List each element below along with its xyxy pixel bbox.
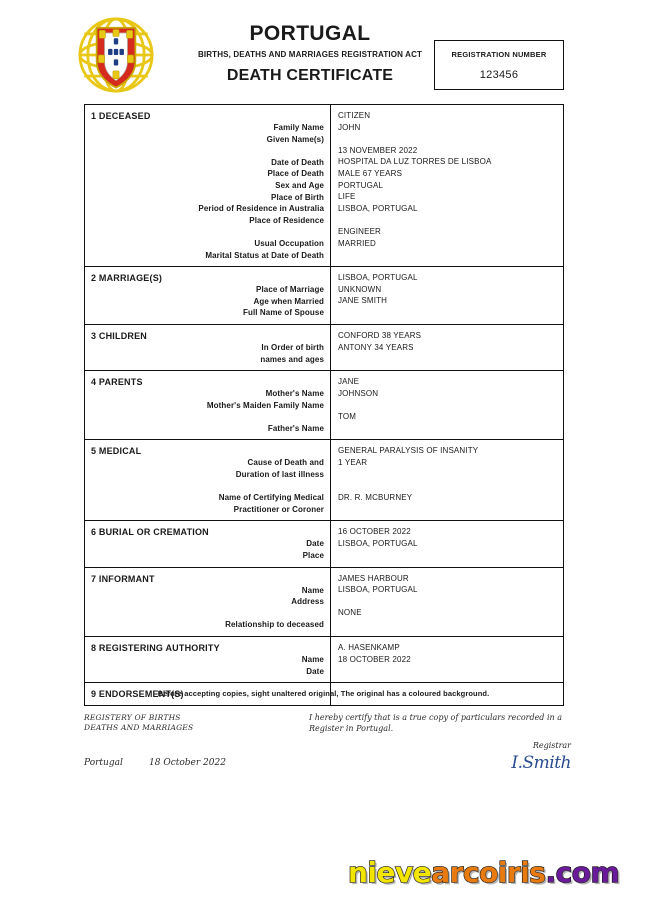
section-value-cell bbox=[331, 324, 564, 370]
certificate-section-row bbox=[85, 567, 564, 636]
section-title: 7 INFORMANT bbox=[91, 573, 155, 584]
section-value-cell bbox=[331, 567, 564, 636]
field-label: Mother's Maiden Family Name bbox=[206, 400, 324, 410]
registration-number-box bbox=[434, 40, 564, 90]
field-value: MALE 67 YEARS bbox=[338, 168, 403, 178]
field-value: JANE bbox=[338, 377, 360, 387]
section-label-list bbox=[85, 457, 330, 520]
field-value: JAMES HARBOUR bbox=[338, 573, 409, 583]
certificate-header bbox=[0, 0, 647, 96]
section-title: 1 DECEASED bbox=[91, 111, 151, 121]
field-value bbox=[338, 596, 558, 608]
section-value-list bbox=[331, 568, 563, 624]
certificate-section-row bbox=[85, 105, 564, 267]
footer-warning-note: Before accepting copies, sight unaltered original, The original has a coloured background. bbox=[157, 689, 490, 698]
field-label: Place of Residence bbox=[249, 215, 324, 225]
field-value: LISBOA, PORTUGAL bbox=[338, 273, 418, 283]
registration-number-label: REGISTRATION NUMBER bbox=[451, 50, 547, 59]
field-value: JOHN bbox=[338, 122, 361, 132]
field-value: A. HASENKAMP bbox=[338, 643, 400, 652]
field-value: LISBOA, PORTUGAL bbox=[338, 203, 418, 213]
field-label: Date bbox=[306, 666, 324, 676]
act-subtitle: BIRTHS, DEATHS AND MARRIAGES REGISTRATION ACT bbox=[197, 50, 423, 59]
field-value: ENGINEER bbox=[338, 226, 381, 236]
field-value: LIFE bbox=[338, 192, 356, 202]
field-value: GENERAL PARALYSIS OF INSANITY bbox=[338, 446, 479, 456]
field-label bbox=[91, 608, 324, 620]
certificate-section-row bbox=[85, 637, 564, 683]
section-label-cell bbox=[85, 324, 331, 370]
field-label: Name bbox=[301, 655, 324, 664]
section-value-list bbox=[331, 637, 563, 670]
field-value: 18 OCTOBER 2022 bbox=[338, 654, 411, 664]
section-label-cell bbox=[85, 521, 331, 567]
section-title: 8 REGISTERING AUTHORITY bbox=[91, 643, 220, 653]
field-label: Place of Birth bbox=[271, 192, 324, 202]
section-value-cell bbox=[331, 371, 564, 440]
field-value: LISBOA, PORTUGAL bbox=[338, 585, 418, 595]
field-label bbox=[91, 481, 324, 493]
field-label: Full Name of Spouse bbox=[242, 308, 324, 318]
section-value-list bbox=[331, 521, 563, 554]
field-label: Place of Marriage bbox=[256, 285, 324, 295]
section-value-cell bbox=[331, 267, 564, 325]
registrar-label: Registrar bbox=[532, 741, 571, 750]
field-value: JANE SMITH bbox=[338, 296, 388, 306]
field-label: Date of Death bbox=[271, 157, 324, 167]
field-label: Cause of Death and bbox=[247, 458, 324, 468]
field-label bbox=[91, 226, 324, 238]
field-label: Place of Death bbox=[267, 169, 324, 179]
section-title: 3 CHILDREN bbox=[91, 330, 148, 341]
registry-line-2: DEATHS AND MARRIAGES bbox=[84, 723, 194, 732]
country-title: PORTUGAL bbox=[249, 22, 371, 45]
section-value-cell bbox=[331, 440, 564, 521]
field-label: In Order of birth bbox=[261, 342, 324, 352]
section-label-list bbox=[85, 700, 330, 705]
field-label: Father's Name bbox=[267, 423, 324, 433]
section-label-list bbox=[85, 342, 330, 370]
field-label bbox=[91, 145, 324, 157]
section-label-cell bbox=[85, 105, 331, 267]
certificate-section-row bbox=[85, 267, 564, 325]
field-value: LISBOA, PORTUGAL bbox=[338, 539, 418, 549]
field-value: ANTONY 34 YEARS bbox=[338, 342, 414, 352]
section-value-list bbox=[331, 105, 563, 254]
portugal-coat-of-arms-icon bbox=[72, 11, 160, 99]
field-label: Place bbox=[302, 551, 324, 561]
section-title: 6 BURIAL OR CREMATION bbox=[91, 527, 209, 538]
field-value: CONFORD 38 YEARS bbox=[338, 330, 422, 340]
field-value bbox=[338, 399, 558, 411]
certificate-section-row bbox=[85, 371, 564, 440]
field-label: Duration of last illness bbox=[235, 470, 324, 480]
registry-office bbox=[84, 713, 193, 733]
field-value: TOM bbox=[338, 411, 357, 421]
field-value: DR. R. MCBURNEY bbox=[338, 492, 413, 502]
section-label-cell bbox=[85, 371, 331, 440]
field-value: 1 YEAR bbox=[338, 458, 368, 468]
section-value-list bbox=[331, 371, 563, 427]
section-value-list bbox=[331, 267, 563, 312]
section-value-cell bbox=[331, 105, 564, 267]
section-label-list bbox=[85, 122, 330, 266]
footer-place: Portugal bbox=[84, 758, 123, 768]
field-label bbox=[91, 411, 324, 423]
watermark-part-3: .com bbox=[545, 856, 620, 889]
field-value bbox=[338, 480, 558, 492]
watermark-part-2: arcoiris bbox=[431, 856, 546, 889]
field-value: MARRIED bbox=[338, 238, 376, 248]
section-label-cell bbox=[85, 267, 331, 325]
field-value: UNKNOWN bbox=[338, 284, 382, 294]
field-value bbox=[338, 214, 558, 226]
section-value-list bbox=[331, 325, 563, 358]
field-label: Name bbox=[301, 585, 324, 595]
field-label: Name of Certifying Medical bbox=[218, 493, 324, 503]
section-label-list bbox=[85, 388, 330, 439]
section-value-cell bbox=[331, 521, 564, 567]
field-label: Address bbox=[291, 597, 324, 607]
footer-date: 18 October 2022 bbox=[149, 758, 226, 768]
certificate-section-row bbox=[85, 521, 564, 567]
watermark-part-1: nieve bbox=[348, 856, 432, 889]
section-label-list bbox=[85, 284, 330, 324]
section-title: 4 PARENTS bbox=[91, 377, 143, 388]
title-block bbox=[180, 22, 440, 86]
certificate-table bbox=[84, 104, 564, 706]
field-value: 16 OCTOBER 2022 bbox=[338, 527, 411, 537]
field-label: Marital Status at Date of Death bbox=[205, 250, 324, 260]
registrar-signature: I.Smith bbox=[511, 753, 571, 773]
field-value bbox=[338, 469, 558, 481]
section-label-cell bbox=[85, 567, 331, 636]
section-title: 9 ENDORSEMENT(S) bbox=[91, 689, 184, 700]
certificate-section-row bbox=[85, 324, 564, 370]
certificate-section-row bbox=[85, 440, 564, 521]
field-value: 13 NOVEMBER 2022 bbox=[338, 145, 418, 155]
section-value-list bbox=[331, 440, 563, 508]
field-value: CITIZEN bbox=[338, 111, 371, 120]
section-title: 5 MEDICAL bbox=[91, 446, 142, 457]
document-type-title: DEATH CERTIFICATE bbox=[226, 67, 394, 84]
field-label: Sex and Age bbox=[275, 180, 324, 190]
field-label: Age when Married bbox=[253, 296, 324, 306]
field-label: Relationship to deceased bbox=[225, 620, 324, 630]
registry-line-1: REGISTERY OF BIRTHS bbox=[84, 713, 181, 722]
field-value: NONE bbox=[338, 608, 362, 618]
section-label-list bbox=[85, 654, 330, 682]
field-value: HOSPITAL DA LUZ TORRES DE LISBOA bbox=[338, 157, 492, 167]
certificate-table-body bbox=[85, 105, 564, 706]
section-label-list bbox=[85, 585, 330, 636]
section-label-list bbox=[85, 538, 330, 566]
field-label: Practitioner or Coroner bbox=[233, 504, 324, 514]
field-label: Family Name bbox=[273, 123, 324, 132]
field-label: Period of Residence in Australia bbox=[198, 204, 324, 214]
certification-statement: I hereby certify that is a true copy of particulars recorded in a Register in Portugal. bbox=[309, 713, 562, 733]
section-label-cell bbox=[85, 637, 331, 683]
field-label: Given Name(s) bbox=[266, 134, 324, 144]
section-value-cell bbox=[331, 637, 564, 683]
field-value bbox=[338, 133, 558, 145]
section-title: 2 MARRIAGE(S) bbox=[91, 273, 163, 284]
field-label: Usual Occupation bbox=[254, 238, 324, 248]
site-watermark bbox=[348, 856, 619, 889]
section-label-cell bbox=[85, 440, 331, 521]
registration-number-value: 123456 bbox=[479, 69, 519, 81]
field-label: Date bbox=[306, 539, 324, 549]
field-value: PORTUGAL bbox=[338, 180, 384, 190]
field-label: Mother's Name bbox=[265, 389, 324, 399]
field-label: names and ages bbox=[260, 354, 324, 364]
field-value: JOHNSON bbox=[338, 388, 379, 398]
